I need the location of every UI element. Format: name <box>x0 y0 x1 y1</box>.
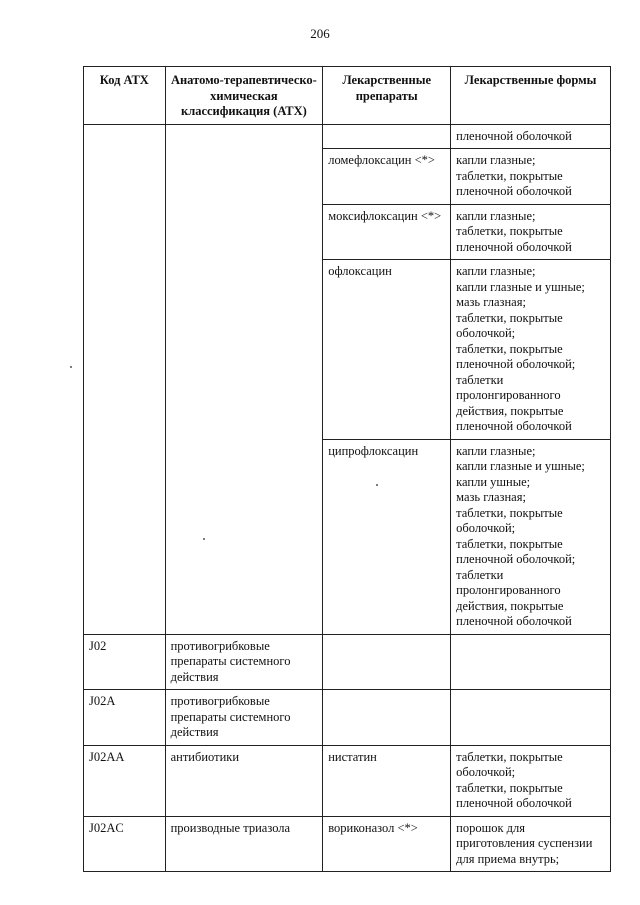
table-row <box>84 690 611 746</box>
dosage-forms-cell <box>451 204 611 260</box>
atx-classification-cell: противогрибковые препараты системного действия <box>165 634 323 690</box>
drug-name-cell: ципрофлоксацин <box>323 439 451 634</box>
atx-code-cell <box>84 124 166 634</box>
atx-code-cell: J02AC <box>84 816 166 872</box>
dosage-forms-cell <box>451 690 611 746</box>
scan-speck <box>70 366 72 368</box>
header-atx-code: Код АТХ <box>84 67 166 125</box>
drug-name-cell <box>323 124 451 149</box>
dosage-form: таблетки пролонгированного действия, покрытые пленочной оболочкой <box>456 567 572 628</box>
dosage-forms-cell <box>451 745 611 816</box>
atx-code-cell: J02A <box>84 690 166 746</box>
header-atx-classification: Анатомо-терапевтическо-химическая классификация (АТХ) <box>165 67 323 125</box>
dosage-form: таблетки, покрытые пленочной оболочкой; <box>456 536 576 566</box>
dosage-form: пленочной оболочкой <box>456 128 572 143</box>
dosage-form: капли глазные и ушные; <box>456 459 585 473</box>
atx-classification-cell <box>165 124 323 634</box>
dosage-form: мазь глазная; <box>456 490 526 504</box>
dosage-form: капли ушные; <box>456 474 531 489</box>
scan-speck <box>376 484 378 486</box>
dosage-forms-cell <box>451 439 611 634</box>
dosage-forms-cell <box>451 260 611 440</box>
drug-name-cell <box>323 690 451 746</box>
drug-name-cell: нистатин <box>323 745 451 816</box>
atx-code-cell: J02AA <box>84 745 166 816</box>
atx-classification-cell: производные триазола <box>165 816 323 872</box>
dosage-forms-cell <box>451 816 611 872</box>
dosage-form: капли глазные; <box>456 264 536 278</box>
header-drugs: Лекарственные препараты <box>323 67 451 125</box>
drug-name-cell: офлоксацин <box>323 260 451 440</box>
dosage-forms-cell <box>451 124 611 149</box>
dosage-form: таблетки, покрытые пленочной оболочкой <box>456 224 572 254</box>
dosage-form: капли глазные и ушные; <box>456 279 585 294</box>
drug-name-cell: вориконазол <*> <box>323 816 451 872</box>
page-number: 206 <box>310 26 330 41</box>
table-row <box>84 816 611 872</box>
atx-drug-table <box>83 66 611 872</box>
drug-name-cell <box>323 634 451 690</box>
atx-code-cell: J02 <box>84 634 166 690</box>
dosage-form: таблетки, покрытые оболочкой; <box>456 749 563 779</box>
dosage-form: капли глазные; <box>456 443 536 458</box>
dosage-form: мазь глазная; <box>456 295 526 309</box>
dosage-form: таблетки, покрытые пленочной оболочкой; <box>456 341 576 371</box>
table-row <box>84 634 611 690</box>
drug-name-cell: моксифлоксацин <*> <box>323 204 451 260</box>
dosage-form: капли глазные; <box>456 208 536 223</box>
dosage-form: порошок для приготовления суспензии для приема внутрь; <box>456 820 593 866</box>
dosage-forms-cell <box>451 634 611 690</box>
table-row <box>84 745 611 816</box>
dosage-form: таблетки, покрытые оболочкой; <box>456 505 563 535</box>
table-header-row <box>84 67 611 125</box>
table-row <box>84 124 611 149</box>
drug-name-cell: ломефлоксацин <*> <box>323 149 451 205</box>
atx-classification-cell: противогрибковые препараты системного действия <box>165 690 323 746</box>
scan-speck <box>203 538 205 540</box>
header-dosage-forms: Лекарственные формы <box>451 67 611 125</box>
dosage-form: таблетки, покрытые пленочной оболочкой <box>456 168 572 198</box>
dosage-forms-cell <box>451 149 611 205</box>
atx-classification-cell: антибиотики <box>165 745 323 816</box>
dosage-form: таблетки, покрытые оболочкой; <box>456 310 563 340</box>
dosage-form: таблетки, покрытые пленочной оболочкой <box>456 780 572 810</box>
dosage-form: капли глазные; <box>456 153 536 167</box>
dosage-form: таблетки пролонгированного действия, покрытые пленочной оболочкой <box>456 372 572 433</box>
